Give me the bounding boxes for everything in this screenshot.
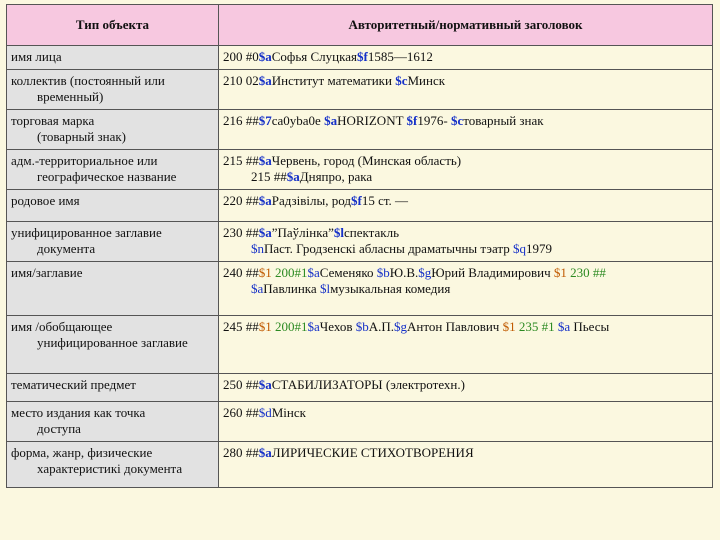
heading-text: Павлинка (263, 281, 320, 296)
subfield-code: $7 (258, 113, 272, 128)
subfield-code: $1 (502, 319, 516, 334)
object-type-cell (7, 316, 219, 374)
object-type-label: коллектив (постоянный или (11, 73, 165, 88)
heading-text: 215 ## (251, 169, 287, 184)
heading-text: Дняпро, рака (299, 169, 373, 184)
header-authority-heading: Авторитетный/нормативный заголовок (219, 5, 713, 46)
table-row (7, 46, 713, 70)
heading-text: ”Паўлінка” (271, 225, 334, 240)
heading-text: Чехов (319, 319, 356, 334)
object-type-cell (7, 374, 219, 402)
heading-line (223, 193, 708, 209)
heading-line (223, 405, 708, 421)
subfield-code: $b (355, 319, 369, 334)
heading-text: Радзівілы, род (271, 193, 351, 208)
table-row (7, 402, 713, 442)
heading-value-cell (219, 316, 713, 374)
heading-text: 220 ## (223, 193, 259, 208)
heading-line (223, 153, 708, 169)
heading-text: 240 ## (223, 265, 259, 280)
heading-value-cell (219, 222, 713, 262)
subfield-code: $a (307, 319, 320, 334)
object-type-label-cont: документа (37, 241, 96, 256)
heading-text: товарный знак (463, 113, 544, 128)
subfield-code: $a (258, 153, 272, 168)
object-type-label: родовое имя (11, 193, 80, 208)
subfield-code: $l (319, 281, 331, 296)
object-type-label: имя /обобщающее (11, 319, 113, 334)
object-type-label: имя лица (11, 49, 62, 64)
heading-text: 15 ст. — (361, 193, 409, 208)
heading-value-cell (219, 442, 713, 488)
object-type-cell (7, 70, 219, 110)
subfield-code: $1 (258, 319, 272, 334)
heading-text: Паст. Гродзенскі абласны драматычны тэатр (264, 241, 514, 256)
object-type-label: имя/заглавие (11, 265, 83, 280)
object-type-cell (7, 402, 219, 442)
object-type-cell (7, 110, 219, 150)
heading-text: Пьесы (570, 319, 610, 334)
subfield-code: $a (258, 377, 272, 392)
heading-text: 1979 (526, 241, 553, 256)
subfield-code: $a (258, 49, 272, 64)
heading-line-cont (223, 169, 708, 185)
heading-line-cont (223, 281, 708, 297)
heading-text: Мінск (271, 405, 306, 420)
table-row (7, 190, 713, 222)
heading-value-cell (219, 374, 713, 402)
heading-value-cell (219, 46, 713, 70)
heading-value-cell (219, 402, 713, 442)
heading-value-cell (219, 110, 713, 150)
heading-text: 210 02 (223, 73, 259, 88)
heading-text: 230 ## (223, 225, 259, 240)
object-type-label: форма, жанр, физические (11, 445, 153, 460)
subfield-code: 230 ## (566, 265, 606, 280)
heading-text: Семеняко (319, 265, 377, 280)
heading-value-cell (219, 262, 713, 316)
object-type-label-cont: унифицированное заглавие (37, 335, 188, 350)
header-object-type: Тип объекта (7, 5, 219, 46)
heading-text: HORIZONT (337, 113, 407, 128)
table-row (7, 222, 713, 262)
heading-text: Червень, город (Минская область) (271, 153, 462, 168)
heading-value-cell (219, 70, 713, 110)
heading-text: 245 ## (223, 319, 259, 334)
heading-text: Ю.В. (389, 265, 419, 280)
subfield-code: $a (258, 73, 272, 88)
heading-text: 216 ## (223, 113, 259, 128)
heading-text: Минск (407, 73, 446, 88)
heading-line (223, 377, 708, 393)
table-row (7, 70, 713, 110)
object-type-label-cont: временный) (37, 89, 104, 104)
subfield-code: 200#1 (271, 319, 308, 334)
object-type-label: унифицированное заглавие (11, 225, 162, 240)
subfield-code: $b (376, 265, 390, 280)
heading-text: спектакль (344, 225, 400, 240)
subfield-code: $a (258, 193, 272, 208)
heading-value-cell (219, 150, 713, 190)
heading-text: Антон Павлович (407, 319, 503, 334)
object-type-label: тематический предмет (11, 377, 136, 392)
subfield-code: $l (333, 225, 345, 240)
subfield-code: $c (395, 73, 408, 88)
heading-line (223, 49, 708, 65)
subfield-code: $1 (258, 265, 272, 280)
object-type-label: торговая марка (11, 113, 95, 128)
subfield-code: $g (418, 265, 432, 280)
heading-text: 280 ## (223, 445, 259, 460)
subfield-code: $a (557, 319, 571, 334)
subfield-code: $n (251, 241, 264, 256)
table-row (7, 374, 713, 402)
heading-line (223, 445, 708, 461)
heading-text: ЛИРИЧЕСКИЕ СТИХОТВОРЕНИЯ (271, 445, 474, 460)
table-row (7, 262, 713, 316)
heading-value-cell (219, 190, 713, 222)
subfield-code: $c (450, 113, 464, 128)
subfield-code: $g (394, 319, 408, 334)
object-type-label: место издания как точка (11, 405, 146, 420)
subfield-code: $f (406, 113, 418, 128)
subfield-code: $a (258, 445, 272, 460)
subfield-code: 200#1 (271, 265, 308, 280)
subfield-code: $a (307, 265, 320, 280)
subfield-code: $f (357, 49, 368, 64)
heading-text: музыкальная комедия (330, 281, 451, 296)
table-row (7, 110, 713, 150)
table-body (7, 46, 713, 488)
heading-text: 215 ## (223, 153, 259, 168)
heading-line (223, 113, 708, 129)
object-type-cell (7, 222, 219, 262)
heading-line (223, 73, 708, 89)
subfield-code: $a (251, 281, 264, 296)
heading-text: 200 #0 (223, 49, 259, 64)
object-type-cell (7, 46, 219, 70)
heading-text: Софья Слуцкая (271, 49, 357, 64)
table-row (7, 150, 713, 190)
object-type-cell (7, 150, 219, 190)
heading-line (223, 265, 708, 281)
object-type-label-cont: географическое название (37, 169, 177, 184)
heading-text: СТАБИЛИЗАТОРЫ (электротехн.) (271, 377, 465, 392)
heading-text: 260 ## (223, 405, 259, 420)
subfield-code: $a (258, 225, 272, 240)
subfield-code: $a (286, 169, 300, 184)
subfield-code: $1 (553, 265, 567, 280)
object-type-label-cont: характеристикі документа (37, 461, 183, 476)
object-type-label-cont: (товарный знак) (37, 129, 126, 144)
heading-line-cont (223, 241, 708, 257)
subfield-code: $q (513, 241, 527, 256)
heading-text: А.П. (368, 319, 395, 334)
heading-text: ca0yba0e (271, 113, 325, 128)
table-row (7, 442, 713, 488)
heading-text: 1976- (417, 113, 451, 128)
object-type-cell (7, 190, 219, 222)
subfield-code: $f (350, 193, 362, 208)
table-row (7, 316, 713, 374)
authority-heading-table (6, 4, 713, 488)
subfield-code: $a (324, 113, 338, 128)
subfield-code: $d (258, 405, 272, 420)
heading-line (223, 225, 708, 241)
heading-text: 1585—1612 (367, 49, 433, 64)
table-header-row (7, 5, 713, 46)
heading-text: Юрий Владимирович (431, 265, 554, 280)
object-type-cell (7, 262, 219, 316)
object-type-cell (7, 442, 219, 488)
heading-line (223, 319, 708, 335)
object-type-label: адм.-территориальное или (11, 153, 158, 168)
heading-text: Институт математики (271, 73, 396, 88)
heading-text: 250 ## (223, 377, 259, 392)
object-type-label-cont: доступа (37, 421, 81, 436)
subfield-code: 235 #1 (515, 319, 558, 334)
